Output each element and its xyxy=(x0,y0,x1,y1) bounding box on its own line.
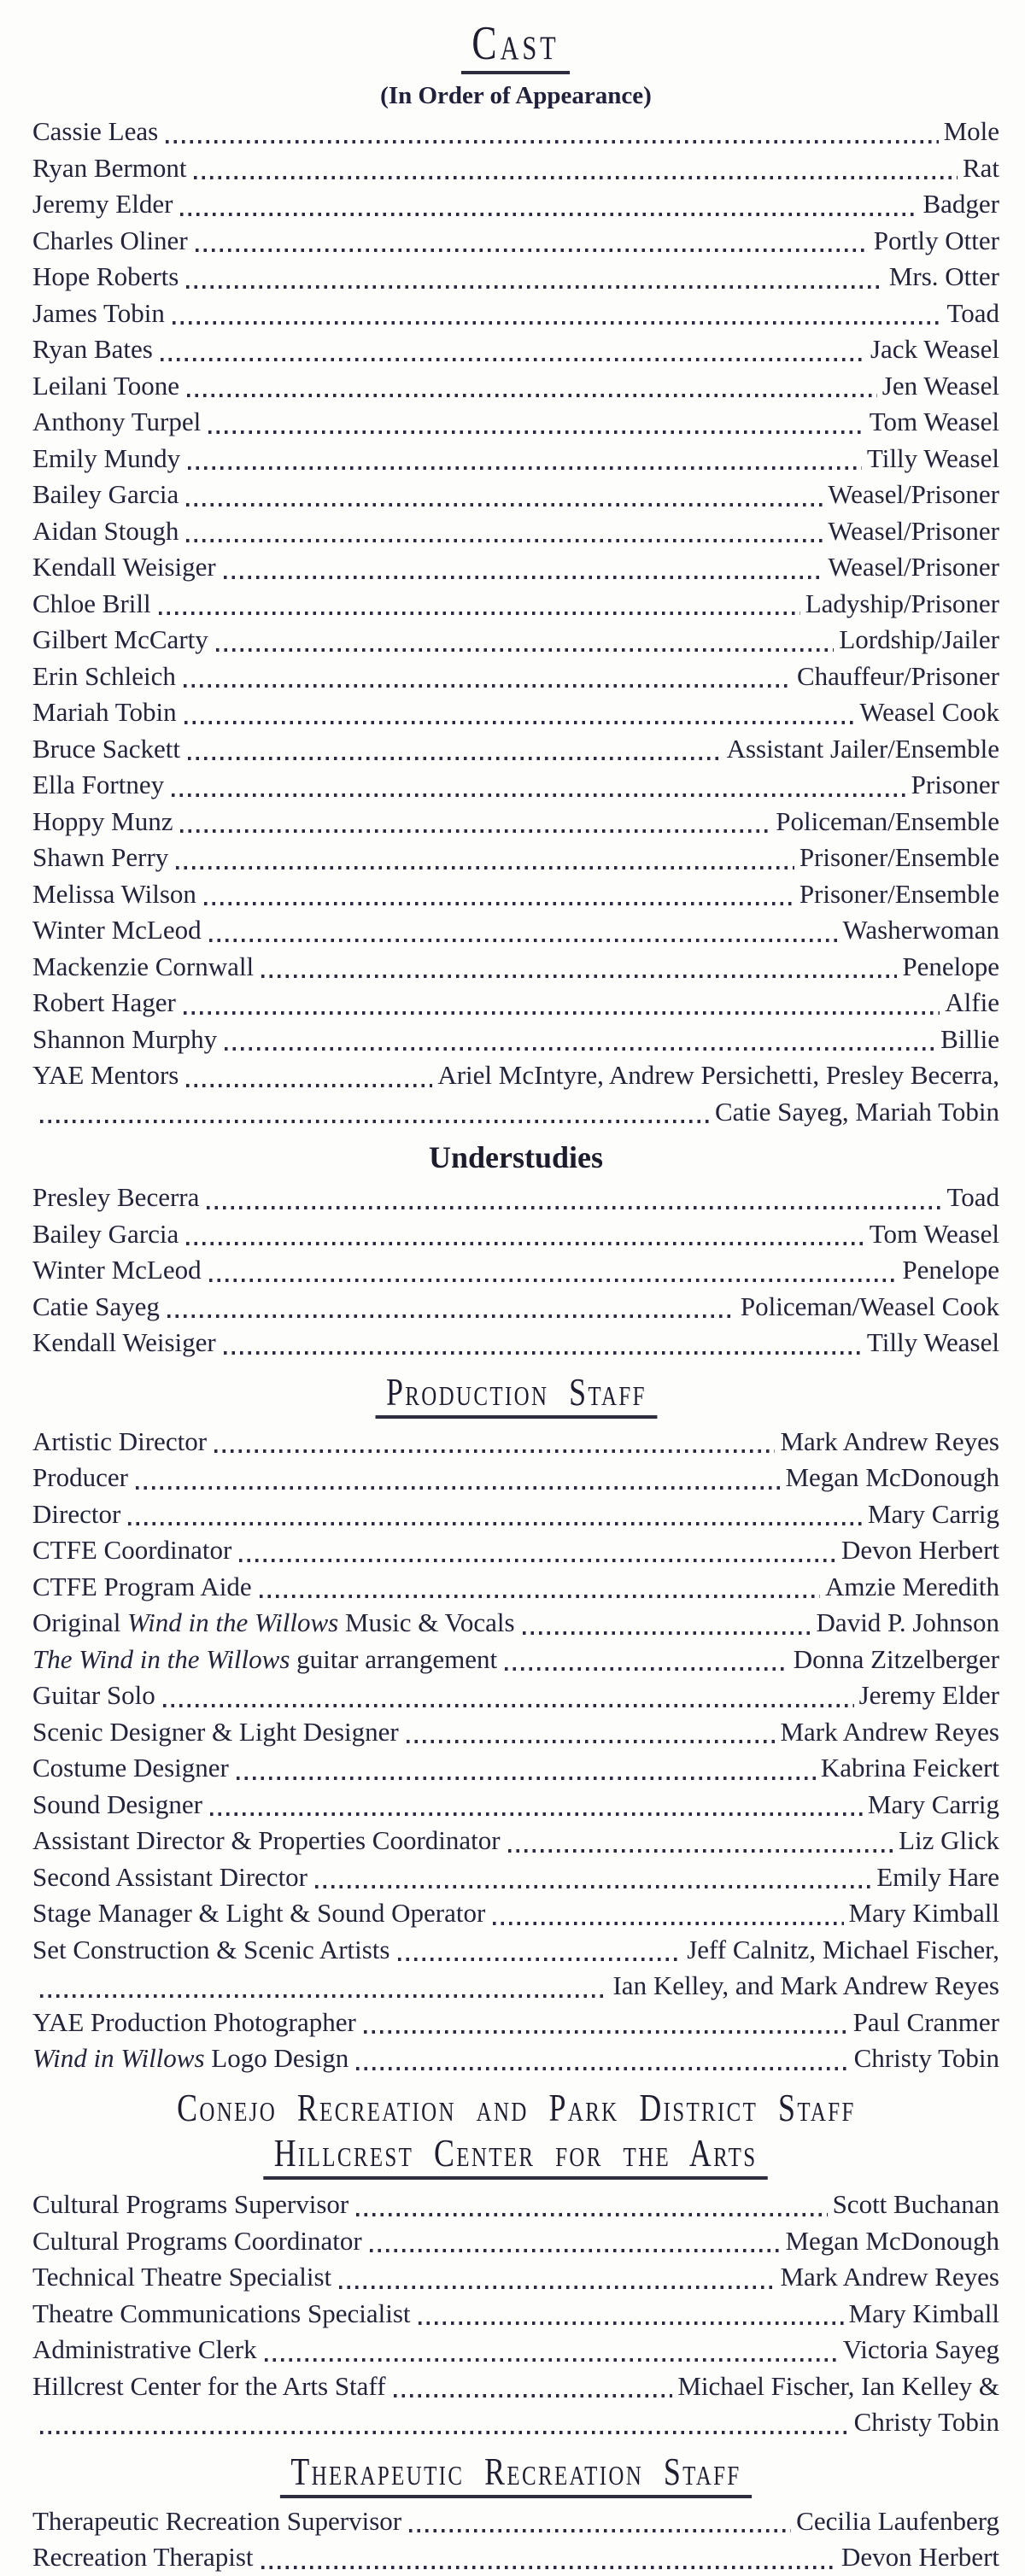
credit-role: Weasel/Prisoner xyxy=(828,552,999,583)
credit-row xyxy=(32,912,999,949)
dotted-leader xyxy=(185,731,724,768)
dotted-leader xyxy=(178,186,920,223)
dotted-leader xyxy=(313,1859,874,1896)
dotted-leader xyxy=(178,804,773,840)
credit-row xyxy=(32,1424,999,1461)
credit-row xyxy=(32,2539,999,2576)
district-staff-title-line1: Conejo Recreation and Park District Staff xyxy=(176,2085,856,2129)
credit-role: Alfie xyxy=(945,987,999,1018)
dotted-leader xyxy=(207,912,840,949)
dotted-leader xyxy=(257,1569,823,1606)
understudies-title: Understudies xyxy=(428,1140,604,1175)
dotted-leader xyxy=(237,1532,839,1569)
credit-role: Weasel/Prisoner xyxy=(828,515,999,546)
credit-row xyxy=(32,1216,999,1253)
credit-name: Sound Designer xyxy=(32,1789,202,1819)
credit-name: Winter McLeod xyxy=(32,1255,202,1285)
credit-name: Shannon Murphy xyxy=(32,1023,218,1054)
dotted-leader xyxy=(361,2005,851,2041)
credit-name: Shawn Perry xyxy=(32,842,169,873)
credit-role: Tom Weasel xyxy=(869,407,999,437)
credit-name: Bailey Garcia xyxy=(32,479,179,510)
credit-name: Stage Manager & Light & Sound Operator xyxy=(32,1898,486,1929)
credit-role: Megan McDonough xyxy=(785,1462,999,1493)
credit-role: Liz Glick xyxy=(899,1825,999,1856)
credit-row xyxy=(32,1750,999,1787)
credit-name: Assistant Director & Properties Coordinator xyxy=(32,1825,501,1856)
dotted-leader xyxy=(262,2332,840,2368)
credit-name: Hope Roberts xyxy=(32,261,179,292)
credit-role: Devon Herbert xyxy=(840,2542,999,2573)
therapeutic-staff-title: Therapeutic Recreation Staff xyxy=(280,2451,752,2498)
credit-role: Mark Andrew Reyes xyxy=(780,1426,999,1456)
credit-row xyxy=(32,477,999,513)
dotted-leader xyxy=(133,1460,783,1496)
cast-list xyxy=(32,114,999,1130)
dotted-leader xyxy=(337,2259,777,2296)
credit-row xyxy=(32,1823,999,1859)
credit-row xyxy=(32,1714,999,1751)
credit-row xyxy=(32,985,999,1022)
credit-role: Megan McDonough xyxy=(785,2225,999,2256)
credit-name: CTFE Program Aide xyxy=(32,1571,252,1601)
credit-role: Mark Andrew Reyes xyxy=(780,1716,999,1747)
credit-row xyxy=(32,2296,999,2333)
credit-role: Michael Fischer, Ian Kelley & xyxy=(677,2370,999,2401)
credit-role: Prisoner/Ensemble xyxy=(799,842,999,873)
credit-name: Wind in Willows Logo Design xyxy=(32,2043,349,2074)
credit-name: Anthony Turpel xyxy=(32,407,202,437)
credit-row xyxy=(32,804,999,840)
credit-name: Bailey Garcia xyxy=(32,1218,179,1249)
dotted-leader xyxy=(212,1424,777,1461)
credit-role: Jen Weasel xyxy=(882,370,999,401)
dotted-leader xyxy=(222,1022,938,1058)
dotted-leader xyxy=(165,1289,738,1326)
credit-row xyxy=(32,331,999,368)
dotted-leader xyxy=(184,259,887,296)
credit-role: Billie xyxy=(940,1023,999,1054)
credit-role: Penelope xyxy=(902,1255,999,1285)
credit-name: Erin Schleich xyxy=(32,660,176,691)
credit-name: Cassie Leas xyxy=(32,116,159,147)
credit-row xyxy=(32,694,999,731)
credit-role: Rat xyxy=(962,152,999,183)
dotted-leader xyxy=(38,2404,852,2441)
therapeutic-staff-list xyxy=(32,2503,999,2576)
dotted-leader xyxy=(170,296,945,332)
dotted-leader xyxy=(38,1094,712,1131)
credit-role: Tilly Weasel xyxy=(866,442,999,473)
credit-row xyxy=(32,404,999,441)
cast-title: Cast xyxy=(461,19,570,74)
credit-name: Guitar Solo xyxy=(32,1680,155,1711)
credit-name: Administrative Clerk xyxy=(32,2334,257,2365)
credit-row xyxy=(32,1496,999,1533)
credit-row xyxy=(32,1569,999,1606)
credit-role: Kabrina Feickert xyxy=(820,1753,999,1783)
credit-row xyxy=(32,731,999,768)
dotted-leader xyxy=(185,441,864,477)
credit-name: Robert Hager xyxy=(32,987,176,1018)
credit-name: Cultural Programs Coordinator xyxy=(32,2225,362,2256)
credit-role: Policeman/Ensemble xyxy=(776,805,999,836)
credit-row xyxy=(32,1094,999,1131)
dotted-leader xyxy=(214,622,837,659)
credit-role: Cecilia Laufenberg xyxy=(796,2505,999,2536)
credit-role: Tilly Weasel xyxy=(866,1327,999,1358)
credit-row xyxy=(32,513,999,550)
credit-role: Emily Hare xyxy=(876,1861,999,1892)
credit-row xyxy=(32,659,999,695)
credit-row xyxy=(32,1325,999,1361)
dotted-leader xyxy=(506,1823,896,1859)
credit-role: David P. Johnson xyxy=(816,1607,999,1638)
dotted-leader xyxy=(184,1216,866,1253)
credit-row xyxy=(32,2503,999,2540)
dotted-leader xyxy=(259,2539,839,2576)
credit-name: Ryan Bermont xyxy=(32,152,187,183)
dotted-leader xyxy=(184,368,880,405)
credit-name: CTFE Coordinator xyxy=(32,1535,232,1566)
credit-role: Amzie Meredith xyxy=(824,1571,999,1601)
credit-name: Mackenzie Cornwall xyxy=(32,951,255,981)
credit-role: Toad xyxy=(946,297,999,328)
credit-name: The Wind in the Willows guitar arrangement xyxy=(32,1643,498,1674)
credit-row xyxy=(32,2187,999,2223)
credit-role: Policeman/Weasel Cook xyxy=(740,1291,999,1321)
dotted-leader xyxy=(182,694,858,731)
dotted-leader xyxy=(126,1496,865,1533)
therapeutic-staff-header xyxy=(32,2451,999,2498)
dotted-leader xyxy=(354,2040,851,2077)
credit-role: Chauffeur/Prisoner xyxy=(796,660,999,691)
credit-role: Portly Otter xyxy=(873,225,999,255)
credit-name: Bruce Sackett xyxy=(32,733,181,764)
credit-name: Cultural Programs Supervisor xyxy=(32,2189,349,2220)
dotted-leader xyxy=(163,114,940,150)
credit-name: James Tobin xyxy=(32,297,165,328)
credit-role: Badger xyxy=(922,189,999,220)
credit-row xyxy=(32,441,999,477)
credit-role: Devon Herbert xyxy=(840,1535,999,1566)
credit-role: Mary Carrig xyxy=(867,1789,999,1819)
dotted-leader xyxy=(184,477,825,513)
credit-row xyxy=(32,2040,999,2077)
credit-role: Scott Buchanan xyxy=(832,2189,999,2220)
credit-row xyxy=(32,2368,999,2405)
credit-row xyxy=(32,2259,999,2296)
credit-name: Ryan Bates xyxy=(32,334,153,365)
credit-role: Christy Tobin xyxy=(853,2407,999,2438)
credit-name: Artistic Director xyxy=(32,1426,208,1456)
credit-role: Weasel/Prisoner xyxy=(828,479,999,510)
credit-row xyxy=(32,1289,999,1326)
credit-role: Jack Weasel xyxy=(870,334,999,365)
credit-row xyxy=(32,622,999,659)
credit-role: Assistant Jailer/Ensemble xyxy=(726,733,999,764)
credit-name: Leilani Toone xyxy=(32,370,180,401)
credit-row xyxy=(32,1859,999,1896)
credit-row xyxy=(32,186,999,223)
production-staff-list xyxy=(32,1424,999,2077)
credit-row xyxy=(32,259,999,296)
dotted-leader xyxy=(204,1180,944,1216)
credit-name: Aidan Stough xyxy=(32,515,179,546)
dotted-leader xyxy=(391,2368,676,2405)
dotted-leader xyxy=(193,223,871,260)
dotted-leader xyxy=(259,949,899,986)
credit-role: Mark Andrew Reyes xyxy=(780,2262,999,2292)
dotted-leader xyxy=(161,1677,857,1714)
dotted-leader xyxy=(395,1932,685,1969)
district-staff-header-line1 xyxy=(32,2087,999,2128)
dotted-leader xyxy=(184,1057,435,1094)
credit-role: Catie Sayeg, Mariah Tobin xyxy=(714,1096,999,1127)
dotted-leader xyxy=(156,586,803,623)
dotted-leader xyxy=(184,513,825,550)
credit-row xyxy=(32,1787,999,1824)
credit-row xyxy=(32,1642,999,1678)
credit-role: Washerwoman xyxy=(842,915,999,946)
credit-row xyxy=(32,2404,999,2441)
credit-row xyxy=(32,223,999,260)
credit-row xyxy=(32,1532,999,1569)
credit-name: Hillcrest Center for the Arts Staff xyxy=(32,2370,386,2401)
credit-role: Victoria Sayeg xyxy=(842,2334,999,2365)
credit-name: Winter McLeod xyxy=(32,915,202,946)
credit-name: Kendall Weisiger xyxy=(32,552,216,583)
dotted-leader xyxy=(367,2223,783,2260)
credit-row xyxy=(32,1677,999,1714)
credit-role: Jeff Calnitz, Michael Fischer, xyxy=(687,1934,999,1964)
dotted-leader xyxy=(502,1642,791,1678)
dotted-leader xyxy=(38,1968,610,2005)
credit-name: Director xyxy=(32,1498,121,1529)
dotted-leader xyxy=(354,2187,829,2223)
credit-name: Kendall Weisiger xyxy=(32,1327,216,1358)
credit-row xyxy=(32,150,999,187)
credit-row xyxy=(32,1252,999,1289)
credit-role: Mole xyxy=(943,116,999,147)
credit-role: Ariel McIntyre, Andrew Persichetti, Presley Becerra, xyxy=(437,1060,999,1091)
dotted-leader xyxy=(202,876,797,913)
dotted-leader xyxy=(490,1895,846,1932)
credit-name: Theatre Communications Specialist xyxy=(32,2298,411,2328)
credit-row xyxy=(32,368,999,405)
credit-name: Charles Oliner xyxy=(32,225,188,255)
credit-role: Mary Carrig xyxy=(867,1498,999,1529)
credit-name: Scenic Designer & Light Designer xyxy=(32,1716,399,1747)
credit-role: Penelope xyxy=(902,951,999,981)
production-staff-header xyxy=(32,1369,999,1419)
credit-name: Melissa Wilson xyxy=(32,878,196,909)
credit-name: YAE Mentors xyxy=(32,1060,179,1091)
credit-name: Producer xyxy=(32,1462,128,1493)
credit-name: Costume Designer xyxy=(32,1753,229,1783)
credit-row xyxy=(32,876,999,913)
production-staff-title: Production Staff xyxy=(375,1372,657,1419)
dotted-leader xyxy=(206,404,866,441)
district-staff-header-line2 xyxy=(32,2133,999,2180)
dotted-leader xyxy=(191,150,960,187)
credit-row xyxy=(32,1022,999,1058)
credit-row xyxy=(32,549,999,586)
dotted-leader xyxy=(208,1787,865,1824)
credit-name: Emily Mundy xyxy=(32,442,181,473)
credit-role: Tom Weasel xyxy=(869,1218,999,1249)
credit-row xyxy=(32,1932,999,1969)
credit-row xyxy=(32,840,999,876)
dotted-leader xyxy=(169,767,909,804)
credit-name: Mariah Tobin xyxy=(32,697,177,728)
credit-role: Ladyship/Prisoner xyxy=(805,588,999,618)
dotted-leader xyxy=(234,1750,818,1787)
cast-subtitle: (In Order of Appearance) xyxy=(380,82,652,110)
credit-name: Ella Fortney xyxy=(32,770,165,800)
dotted-leader xyxy=(407,2503,794,2540)
credit-row xyxy=(32,1460,999,1496)
credit-row xyxy=(32,1605,999,1642)
credit-role: Weasel Cook xyxy=(859,697,999,728)
dotted-leader xyxy=(520,1605,814,1642)
credit-name: Set Construction & Scenic Artists xyxy=(32,1934,390,1964)
credit-name: YAE Production Photographer xyxy=(32,2006,356,2037)
district-staff-list xyxy=(32,2187,999,2441)
credit-role: Prisoner xyxy=(911,770,999,800)
dotted-leader xyxy=(173,840,797,876)
credit-role: Donna Zitzelberger xyxy=(793,1643,999,1674)
credit-role: Ian Kelley, and Mark Andrew Reyes xyxy=(612,1970,999,2001)
credit-row xyxy=(32,2332,999,2368)
credit-name: Technical Theatre Specialist xyxy=(32,2262,332,2292)
credit-row xyxy=(32,1180,999,1216)
credit-name: Hoppy Munz xyxy=(32,805,173,836)
dotted-leader xyxy=(181,985,942,1022)
credit-role: Christy Tobin xyxy=(853,2043,999,2074)
credit-name: Original Wind in the Willows Music & Vocals xyxy=(32,1607,515,1638)
credit-name: Second Assistant Director xyxy=(32,1861,308,1892)
understudies-list xyxy=(32,1180,999,1361)
credit-row xyxy=(32,1968,999,2005)
credit-role: Mary Kimball xyxy=(848,1898,999,1929)
dotted-leader xyxy=(221,549,826,586)
credit-row xyxy=(32,949,999,986)
cast-header xyxy=(32,19,999,74)
credit-name: Catie Sayeg xyxy=(32,1291,160,1321)
credit-role: Paul Cranmer xyxy=(852,2006,999,2037)
dotted-leader xyxy=(416,2296,846,2333)
credit-row xyxy=(32,2005,999,2041)
credit-name: Jeremy Elder xyxy=(32,189,173,220)
credit-role: Toad xyxy=(946,1182,999,1213)
credit-row xyxy=(32,1895,999,1932)
dotted-leader xyxy=(404,1714,778,1751)
credit-role: Prisoner/Ensemble xyxy=(799,878,999,909)
credit-row xyxy=(32,296,999,332)
credit-name: Chloe Brill xyxy=(32,588,151,618)
dotted-leader xyxy=(221,1325,864,1361)
credit-row xyxy=(32,767,999,804)
credit-role: Lordship/Jailer xyxy=(839,624,999,655)
credit-role: Mary Kimball xyxy=(848,2298,999,2328)
credit-name: Therapeutic Recreation Supervisor xyxy=(32,2505,402,2536)
credit-row xyxy=(32,1057,999,1094)
dotted-leader xyxy=(207,1252,900,1289)
credit-row xyxy=(32,586,999,623)
dotted-leader xyxy=(181,659,794,695)
credit-row xyxy=(32,2223,999,2260)
district-staff-title-line2: Hillcrest Center for the Arts xyxy=(264,2133,769,2180)
credit-name: Recreation Therapist xyxy=(32,2542,254,2573)
credit-row xyxy=(32,114,999,150)
dotted-leader xyxy=(158,331,868,368)
credit-name: Gilbert McCarty xyxy=(32,624,208,655)
credit-name: Presley Becerra xyxy=(32,1182,200,1213)
credit-role: Mrs. Otter xyxy=(888,261,999,292)
credit-role: Jeremy Elder xyxy=(858,1680,999,1711)
